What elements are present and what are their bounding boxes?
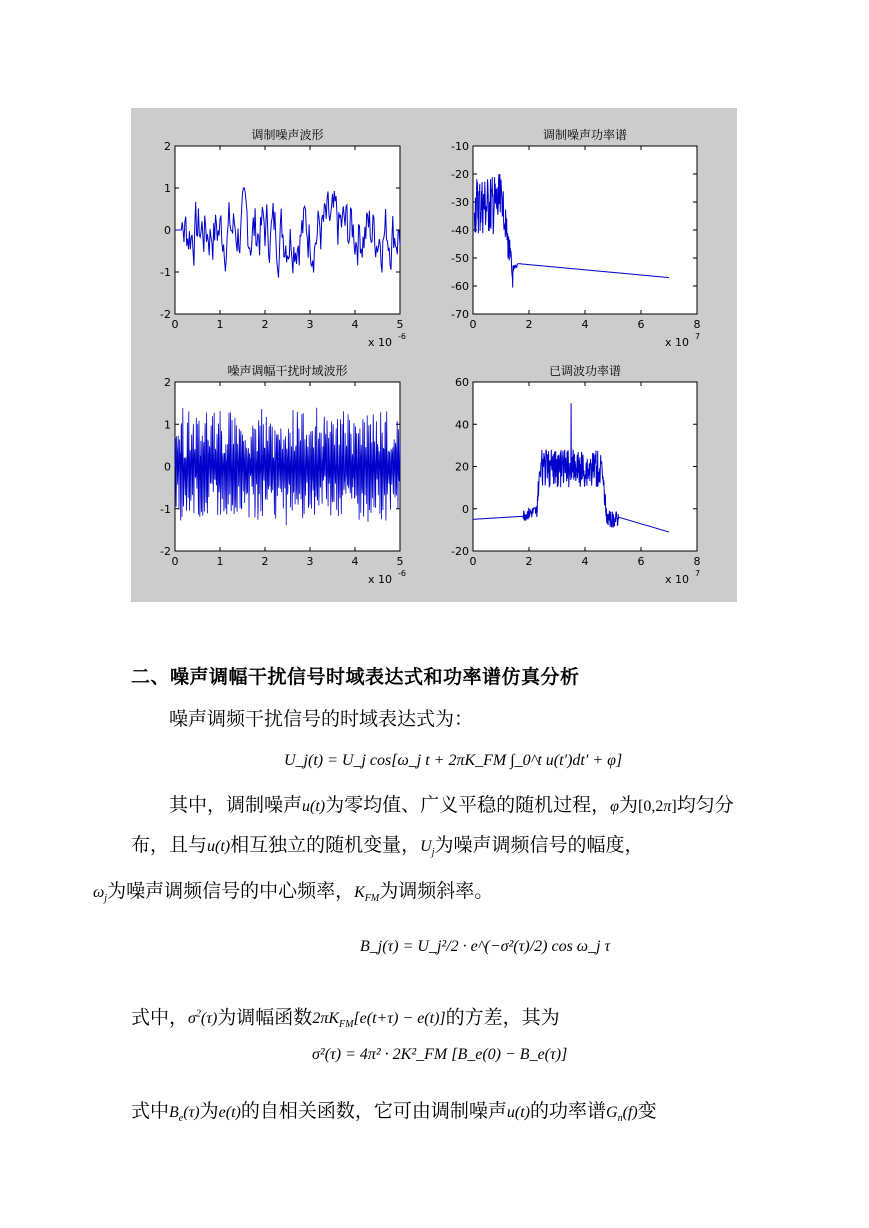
math-phi: φ [610,798,619,815]
p2-b: 为零均值、广义平稳的随机过程， [325,794,611,816]
xtick-label: 0 [469,318,477,331]
math-sigma: $\sigma^2(\tau)$ [188,1009,218,1028]
ytick-label: -1 [160,502,171,516]
ytick-label: -20 [451,545,469,558]
ytick-label: -60 [451,280,469,293]
math-u2: u(t) [207,838,231,855]
ytick-label: 0 [164,224,171,237]
p4-d: 的功率谱 [529,1100,606,1122]
ytick-label: 60 [455,376,469,389]
math-Gn: $G_n(f)$ [606,1104,638,1125]
ytick-label: -2 [160,308,171,321]
equation-1 [284,752,622,770]
paragraph-3 [131,996,741,1045]
ytick-label: -50 [451,252,469,265]
ytick-label: 40 [455,418,469,432]
math-u3: u(t) [506,1104,530,1121]
p3-b: 为调幅函数 [217,1006,313,1029]
ytick-label: -20 [451,168,469,181]
ytick-label: -2 [160,545,171,558]
math-am: $2\pi K_{FM}[e(t+\tau) - e(t)]$ [312,1010,446,1031]
ytick-label: -70 [451,308,469,321]
x-scale-label: x 10 [665,573,690,586]
xtick-label: 6 [637,318,645,331]
paragraph-4 [131,1092,741,1138]
eq1-text: U_j(t) = U_j cos[ω_j t + 2πK_FM ∫_0^t u(t′)dt′ + φ] [284,752,623,769]
ytick-label: 2 [164,140,171,153]
xtick-label: 3 [306,555,314,568]
math-omega-j: $\omega_j$ [93,884,108,905]
xtick-label: 1 [216,555,224,568]
p2-e: 相互独立的随机变量， [230,834,421,856]
xtick-label: 2 [261,318,269,331]
xtick-label: 3 [306,318,314,331]
xtick-label: 0 [171,555,179,568]
xtick-label: 0 [171,318,179,331]
ytick-label: -10 [451,140,469,153]
math-kfm: $K_{FM}$ [354,884,380,905]
xtick-label: 5 [396,555,404,568]
eq2-text: B_j(τ) = U_j²/2 · e^(−σ²(τ)/2) cos ω_j τ [360,938,611,955]
xtick-label: 0 [469,555,477,568]
panel-title-2: 噪声调幅干扰时域波形 [227,364,348,378]
math-u: u(t) [302,798,326,815]
xtick-label: 1 [216,318,224,331]
x-scale-exponent: 7 [695,569,701,578]
x-scale-exponent: -6 [398,332,406,341]
ytick-label: 1 [164,182,171,195]
p2-c: 为 [619,794,639,816]
x-scale-label: x 10 [665,336,690,349]
p4-a: 式中 [131,1100,170,1122]
xtick-label: 5 [396,318,404,331]
equation-3 [312,1046,567,1064]
p4-b: 为 [199,1100,219,1122]
ytick-label: -30 [451,196,469,209]
ytick-label: 0 [164,460,171,474]
xtick-label: 8 [693,555,701,568]
p2-h: 为调频斜率。 [379,880,494,903]
xtick-label: 4 [581,555,589,568]
x-scale-label: x 10 [368,573,393,586]
ytick-label: 0 [462,502,469,516]
ytick-label: -1 [160,266,171,279]
math-interval: [0,2π] [638,798,677,815]
equation-2 [360,938,610,956]
p3-a: 式中， [131,1006,189,1029]
figure-svg [131,108,737,602]
p3-c: 的方差，其为 [445,1006,560,1029]
eq3-text: σ²(τ) = 4π² · 2K²_FM [B_e(0) − B_e(τ)] [312,1046,568,1063]
x-scale-exponent: 7 [695,332,701,341]
panel-title-1: 调制噪声功率谱 [542,128,628,142]
math-e: e(t) [218,1104,241,1121]
xtick-label: 4 [351,555,359,568]
x-scale-exponent: -6 [398,569,406,578]
math-Be: $B_e(\tau)$ [169,1104,200,1125]
ytick-label: -40 [451,224,469,237]
p4-c: 的自相关函数，它可由调制噪声 [240,1100,507,1122]
xtick-label: 2 [261,555,269,568]
p4-e: 变 [637,1100,657,1122]
xtick-label: 8 [693,318,701,331]
ytick-label: 2 [164,376,171,389]
p2-g: 为噪声调频信号的中心频率， [107,880,355,903]
section-heading: 二、噪声调幅干扰信号时域表达式和功率谱仿真分析 [131,666,580,688]
xtick-label: 6 [637,555,645,568]
axes-3 [473,382,697,551]
ytick-label: 1 [164,418,171,432]
xtick-label: 2 [525,318,533,331]
p2-a: 其中，调制噪声 [169,794,303,816]
xtick-label: 4 [581,318,589,331]
panel-title-3: 已调波功率谱 [548,364,622,378]
p2-f: 为噪声调频信号的幅度， [434,834,644,856]
paragraph-1: 噪声调频干扰信号的时域表达式为： [169,708,474,730]
x-scale-label: x 10 [368,336,393,349]
xtick-label: 2 [525,555,533,568]
math-Uj: $U_j$ [420,838,435,859]
panel-title-0: 调制噪声波形 [251,128,324,142]
paragraph-2 [93,786,741,918]
figure [131,108,737,602]
ytick-label: 20 [455,460,469,474]
p2-d: 均匀分布，且与 [131,794,734,856]
xtick-label: 4 [351,318,359,331]
